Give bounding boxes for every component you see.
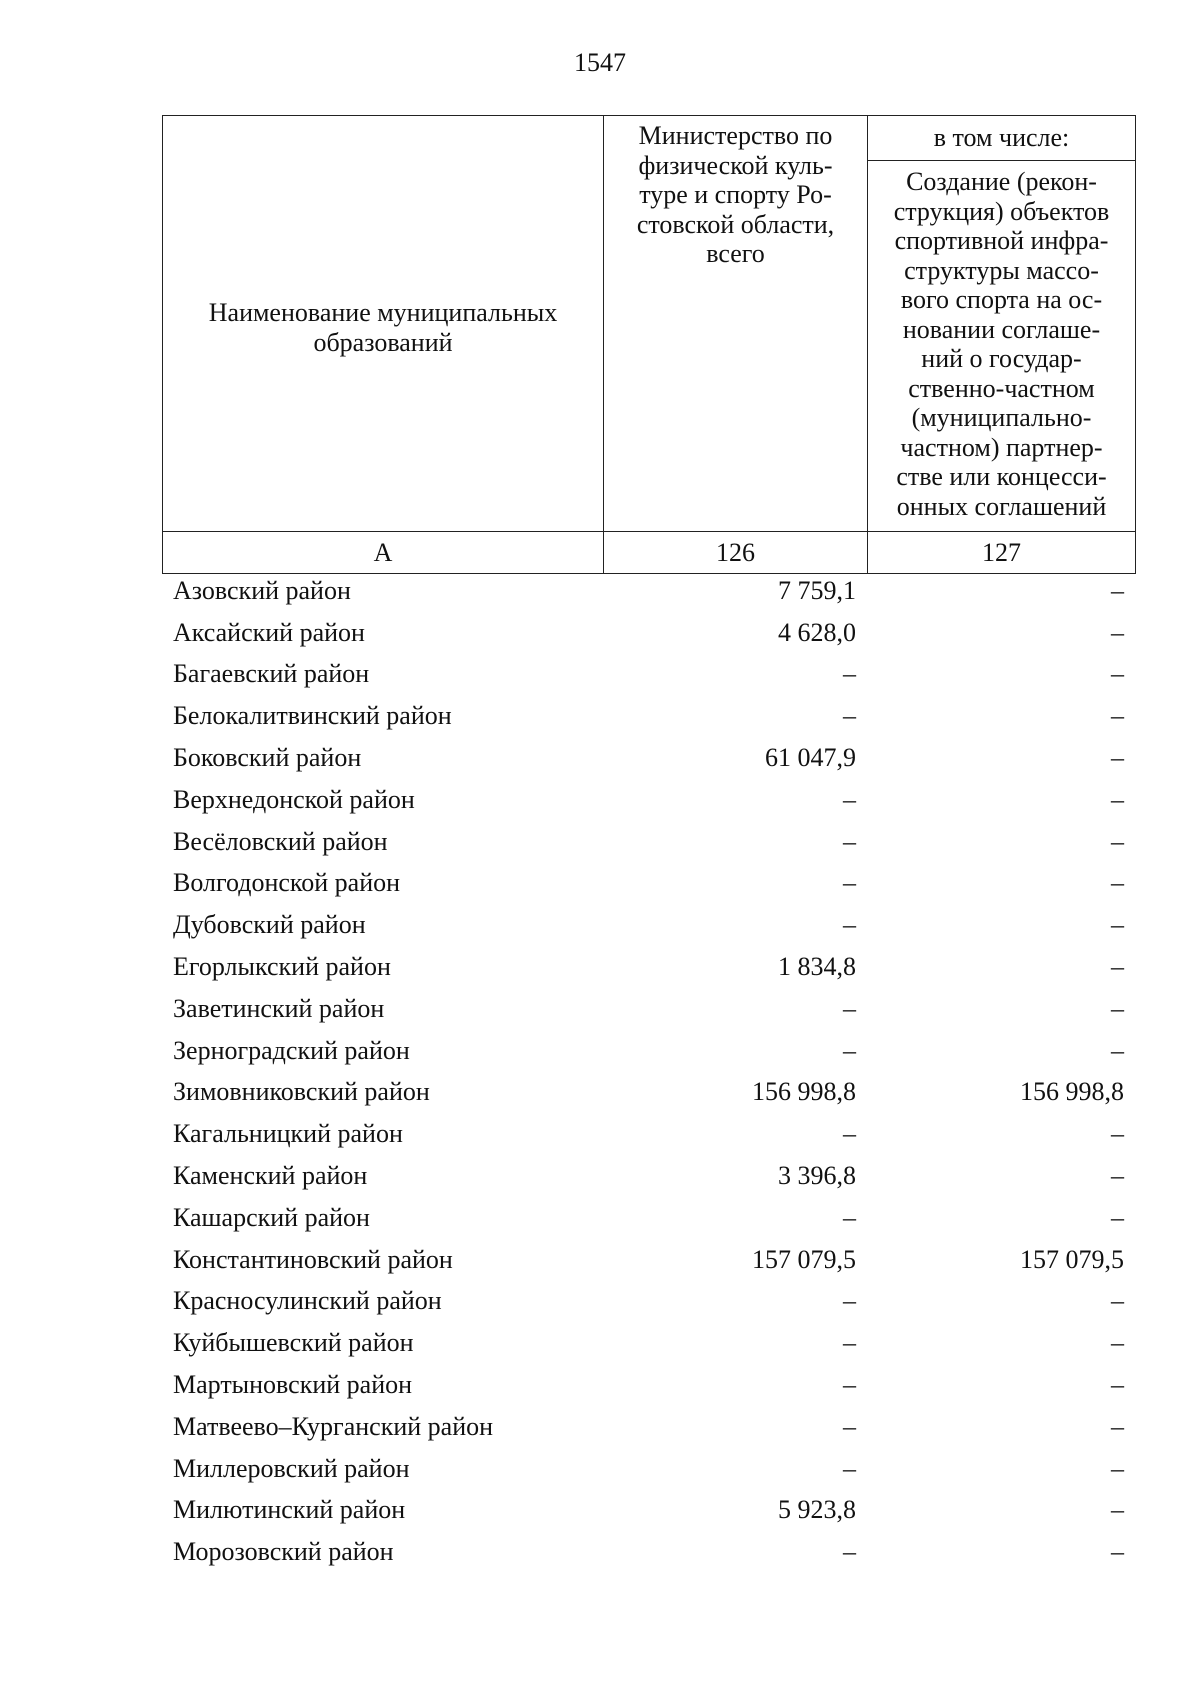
- total-value: –: [843, 993, 856, 1023]
- ppp-value: –: [1111, 1495, 1124, 1525]
- column-code-126: 126: [604, 532, 868, 574]
- page-number: 1547: [574, 48, 626, 77]
- ppp-value: –: [1111, 701, 1124, 731]
- total-value: –: [843, 1328, 856, 1358]
- table-row: [162, 904, 1135, 946]
- ppp-value: –: [1111, 1202, 1124, 1232]
- total-value: –: [843, 784, 856, 814]
- header-ppp-column: [868, 161, 1136, 532]
- municipality-name: Аксайский район: [173, 617, 365, 647]
- total-value: 5 923,8: [778, 1495, 856, 1525]
- table-row: [162, 1281, 1135, 1323]
- municipality-name: Красносулинский район: [173, 1286, 442, 1316]
- total-value: –: [843, 868, 856, 898]
- table-row: [162, 612, 1135, 654]
- municipality-name: Белокалитвинский район: [173, 701, 452, 731]
- total-value: –: [843, 910, 856, 940]
- ppp-value: –: [1111, 826, 1124, 856]
- ppp-value: –: [1111, 910, 1124, 940]
- municipality-name: Боковский район: [173, 743, 362, 773]
- ppp-value: 156 998,8: [1020, 1077, 1124, 1107]
- table-row: [162, 1197, 1135, 1239]
- ppp-value: –: [1111, 1411, 1124, 1441]
- total-value: –: [843, 1286, 856, 1316]
- table-row: [162, 1322, 1135, 1364]
- table-row: [162, 863, 1135, 905]
- ppp-value: –: [1111, 1370, 1124, 1400]
- ppp-value: –: [1111, 784, 1124, 814]
- header-name-column: [163, 116, 604, 532]
- table-body: [162, 570, 1135, 1573]
- table-row: [162, 821, 1135, 863]
- ppp-value: –: [1111, 659, 1124, 689]
- total-value: –: [843, 1035, 856, 1065]
- ppp-value: –: [1111, 1119, 1124, 1149]
- header-total-column: [604, 116, 868, 532]
- total-value: –: [843, 1453, 856, 1483]
- table-row: [162, 570, 1135, 612]
- total-value: –: [843, 1537, 856, 1567]
- municipality-name: Мартыновский район: [173, 1370, 413, 1400]
- ppp-value: –: [1111, 1286, 1124, 1316]
- table-row: [162, 1448, 1135, 1490]
- total-value: 4 628,0: [778, 617, 856, 647]
- ppp-value: –: [1111, 617, 1124, 647]
- table-row: [162, 1406, 1135, 1448]
- total-value: –: [843, 659, 856, 689]
- table-row: [162, 695, 1135, 737]
- total-value: 61 047,9: [765, 743, 856, 773]
- table-row: [162, 1155, 1135, 1197]
- ppp-value: –: [1111, 868, 1124, 898]
- municipality-name: Морозовский район: [173, 1537, 394, 1567]
- total-value: –: [843, 1411, 856, 1441]
- municipality-name: Зимовниковский район: [173, 1077, 430, 1107]
- municipality-name: Весёловский район: [173, 826, 388, 856]
- municipality-name: Константиновский район: [173, 1244, 453, 1274]
- total-value: 156 998,8: [752, 1077, 856, 1107]
- total-value: –: [843, 1370, 856, 1400]
- table-row: [162, 988, 1135, 1030]
- table-row: [162, 1239, 1135, 1281]
- table-row: [162, 1113, 1135, 1155]
- table-row: [162, 1030, 1135, 1072]
- municipality-name: Дубовский район: [173, 910, 366, 940]
- municipality-name: Верхнедонской район: [173, 784, 415, 814]
- ppp-value: –: [1111, 1537, 1124, 1567]
- municipality-name: Матвеево–Курганский район: [173, 1411, 494, 1441]
- header-ppp-label: Создание (рекон- струкция) объектов спортивной инфра- структуры массо- вого спорта на ос- новании соглаше- ний о государ- ственно-частном (муниципально- частном) партнер- стве или концесси- онных соглашений: [893, 167, 1110, 521]
- municipality-name: Кагальницкий район: [173, 1119, 403, 1149]
- municipality-name: Егорлыкский район: [173, 952, 391, 982]
- ppp-value: –: [1111, 1328, 1124, 1358]
- table-row: [162, 1364, 1135, 1406]
- table-row: [162, 737, 1135, 779]
- ppp-value: –: [1111, 1035, 1124, 1065]
- column-code-127: 127: [868, 532, 1136, 574]
- table-header: [162, 115, 1136, 574]
- municipality-name: Милютинский район: [173, 1495, 406, 1525]
- total-value: –: [843, 701, 856, 731]
- ppp-value: –: [1111, 952, 1124, 982]
- ppp-value: –: [1111, 575, 1124, 605]
- ppp-value: –: [1111, 743, 1124, 773]
- header-including: в том числе:: [868, 116, 1136, 161]
- table-row: [162, 779, 1135, 821]
- municipality-name: Багаевский район: [173, 659, 370, 689]
- table-row: [162, 1490, 1135, 1532]
- ppp-value: –: [1111, 1453, 1124, 1483]
- total-value: 7 759,1: [778, 575, 856, 605]
- ppp-value: –: [1111, 993, 1124, 1023]
- municipality-name: Каменский район: [173, 1161, 368, 1191]
- table-row: [162, 654, 1135, 696]
- total-value: 157 079,5: [752, 1244, 856, 1274]
- table-row: [162, 1072, 1135, 1114]
- municipality-name: Волгодонской район: [173, 868, 401, 898]
- total-value: –: [843, 826, 856, 856]
- total-value: –: [843, 1119, 856, 1149]
- municipality-name: Миллеровский район: [173, 1453, 410, 1483]
- municipality-name: Заветинский район: [173, 993, 385, 1023]
- ppp-value: –: [1111, 1161, 1124, 1191]
- municipality-name: Кашарский район: [173, 1202, 370, 1232]
- municipality-name: Куйбышевский район: [173, 1328, 414, 1358]
- municipality-name: Зерноградский район: [173, 1035, 410, 1065]
- municipality-name: Азовский район: [173, 575, 351, 605]
- header-name-label: Наименование муниципальных образований: [208, 298, 558, 357]
- column-code-a: А: [163, 532, 604, 574]
- total-value: 1 834,8: [778, 952, 856, 982]
- table-row: [162, 946, 1135, 988]
- total-value: –: [843, 1202, 856, 1232]
- total-value: 3 396,8: [778, 1161, 856, 1191]
- ppp-value: 157 079,5: [1020, 1244, 1124, 1274]
- table-row: [162, 1531, 1135, 1573]
- header-total-label: Министерство по физической куль- туре и спорту Ро- стовской области, всего: [636, 121, 835, 268]
